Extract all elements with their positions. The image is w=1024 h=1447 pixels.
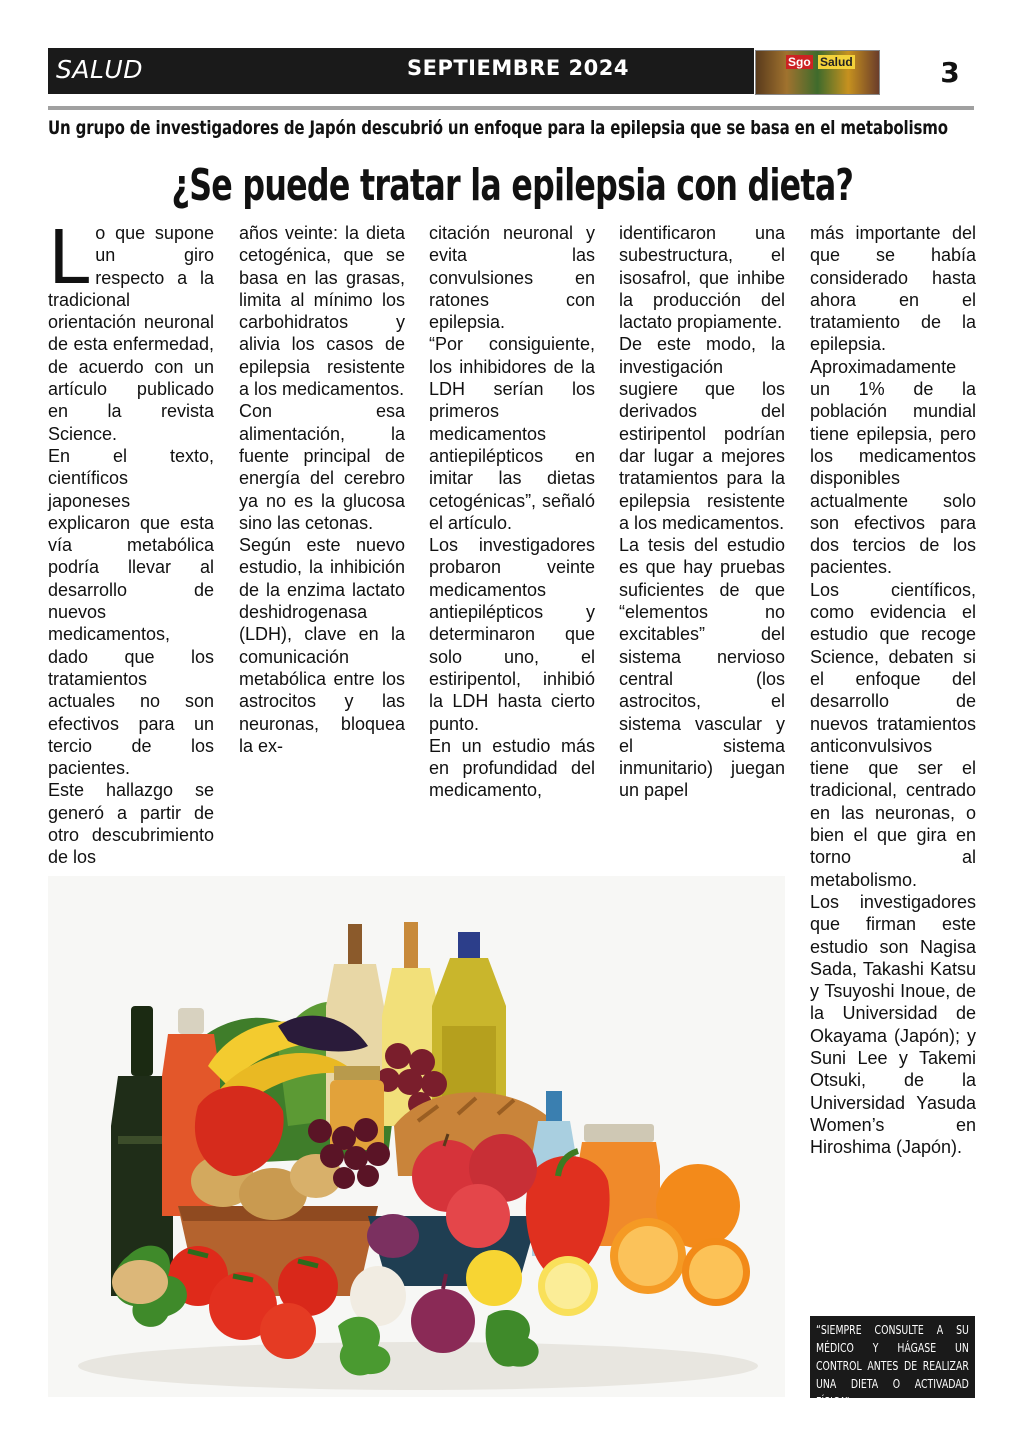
paragraph: Con esa alimentación, la fuente principal de energía del cerebro ya no es la glucosa sino las cetonas. xyxy=(239,401,405,533)
header-rule xyxy=(48,106,974,110)
text-column-5 xyxy=(810,222,976,1158)
paragraph: citación neuronal y evita las convulsiones en ratones con epilepsia. xyxy=(429,223,595,333)
page-number: 3 xyxy=(940,56,960,89)
paragraph: Aproximadamente un 1% de la población mundial tiene epilepsia, pero los medicamentos disponibles actualmente solo son efectivos para dos tercios de los pacientes. xyxy=(810,356,976,578)
paragraph: En un estudio más en profundidad del medicamento, xyxy=(429,735,595,801)
article-headline-wrap xyxy=(0,160,1024,211)
article-headline: ¿Se puede tratar la epilepsia con dieta? xyxy=(171,160,853,211)
drop-cap: L xyxy=(48,215,90,301)
food-photo xyxy=(48,876,785,1397)
paragraph: Los científicos, como evidencia el estudio que recoge Science, debaten si el enfoque del desarrollo de nuevos tratamientos anticonvulsivos tiene que ser el tradicional, centrado en las neuronas, o bien el que gira en torno al metabolismo. xyxy=(810,579,976,890)
paragraph: La tesis del estudio es que hay pruebas suficientes de que “elementos no excitables” del sistema nervioso central (los astrocitos, el sistema vascular y el sistema inmunitario) juegan un papel xyxy=(619,535,785,801)
publication-logo xyxy=(755,50,880,95)
text-column-4 xyxy=(619,222,785,802)
notice-text: “SIEMPRE CONSULTE A SU MÉDICO Y HÁGASE UN CONTROL ANTES DE REALIZAR UNA DIETA O ACTIVADAD FÍSICA” xyxy=(816,1323,969,1409)
paragraph: identificaron una subestructura, el isosafrol, que inhibe la producción del lactato propiamente. xyxy=(619,223,785,333)
text-column-3 xyxy=(429,222,595,802)
paragraph: Según este nuevo estudio, la inhibición de la enzima lactato deshidrogenasa (LDH), clave en la comunicación metabólica entre los astrocitos y las neuronas, bloquea la ex- xyxy=(239,535,405,756)
issue-date: SEPTIEMBRE 2024 xyxy=(406,56,630,80)
paragraph: Los investigadores probaron veinte medicamentos antiepilépticos y determinaron que solo uno, el estiripentol, inhibió la LDH hasta cierto punto. xyxy=(429,535,595,734)
paragraph-text: o que supone un giro respecto a la tradicional orientación neuronal de esta enfermedad, de acuerdo con un artículo publicado en la revista Science. xyxy=(48,223,214,444)
food-illustration xyxy=(48,876,785,1397)
paragraph: De este modo, la investigación sugiere que los derivados del estiripentol podrían dar lugar a mejores tratamientos para la epilepsia resistente a los medicamentos. xyxy=(619,334,785,533)
logo-text-salud: Salud xyxy=(820,55,853,69)
paragraph: En el texto, científicos japoneses explicaron que esta vía metabólica podría llevar al desarrollo de nuevos medicamentos, dado que los tratamientos actuales no son efectivos para un tercio de los pacientes. xyxy=(48,445,214,779)
paragraph: Este hallazgo se generó a partir de otro descubrimiento de los xyxy=(48,780,214,868)
notice-box xyxy=(810,1316,975,1409)
logo-text-sgo: Sgo xyxy=(788,55,811,69)
text-column-2 xyxy=(239,222,405,757)
section-label: SALUD xyxy=(56,55,143,84)
paragraph: Los investigadores que firman este estudio son Nagisa Sada, Takashi Katsu y Tsuyoshi Inoue, de la Universidad de Okayama (Japón); y Suni Lee y Takemi Otsuki, de la Universidad Yasuda Women’s en Hiroshima (Japón). xyxy=(810,891,976,1158)
paragraph: más importante del que se había considerado hasta ahora en el tratamiento de la epilepsia. xyxy=(810,223,976,355)
article-kicker: Un grupo de investigadores de Japón descubrió un enfoque para la epilepsia que se basa en el metabolismo xyxy=(48,117,948,139)
paragraph: “Por consiguiente, los inhibidores de la LDH serían los primeros medicamentos antiepilépticos en imitar las dietas cetogénicas”, señaló el artículo. xyxy=(429,334,595,533)
paragraph xyxy=(48,215,214,445)
paragraph: años veinte: la dieta cetogénica, que se basa en las grasas, limita al mínimo los carbohidratos y alivia los casos de epilepsia resistente a los medicamentos. xyxy=(239,223,405,400)
text-column-1 xyxy=(48,215,214,869)
